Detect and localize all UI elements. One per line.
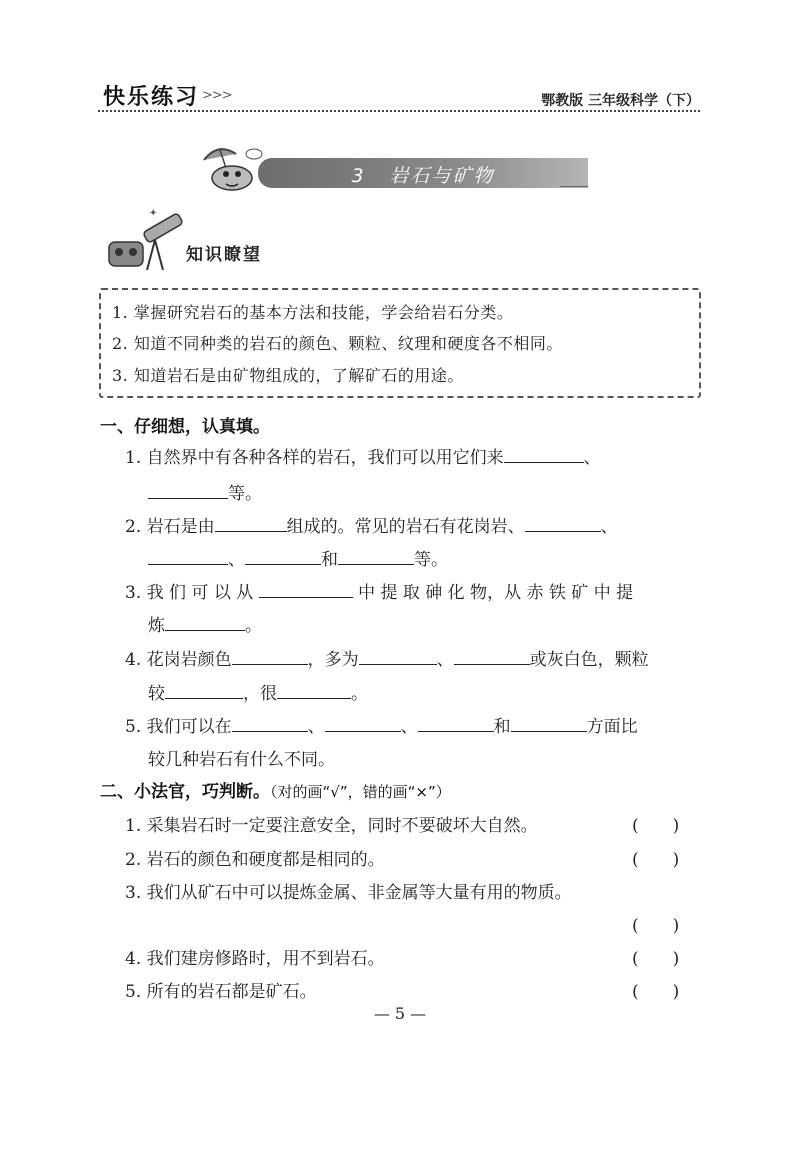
answer-blank[interactable] <box>215 513 287 532</box>
answer-blank[interactable] <box>232 646 308 665</box>
question-3-line2 <box>148 611 262 636</box>
answer-blank[interactable] <box>232 713 308 732</box>
question-text: 5. 我们可以在 <box>125 717 232 737</box>
answer-blank[interactable] <box>504 444 584 463</box>
judge-item-3: 3. 我们从矿石中可以提炼金属、非金属等大量有用的物质。 <box>125 883 572 903</box>
question-text: 和 <box>321 550 338 570</box>
question-text: 、 <box>600 517 618 537</box>
answer-blank[interactable] <box>277 680 351 699</box>
question-text: 。 <box>351 684 368 704</box>
question-text: 中 提 取 砷 化 物，从 赤 铁 矿 中 提 <box>358 583 634 603</box>
question-text: 方面比 <box>586 717 638 737</box>
judge-item-2: 2. 岩石的颜色和硬度都是相同的。 <box>125 850 385 870</box>
lesson-number: 3 <box>351 165 366 187</box>
question-text: 等。 <box>228 484 262 504</box>
question-4-line2 <box>148 679 368 704</box>
answer-parentheses[interactable]: ( ) <box>632 949 680 969</box>
question-text: ，很 <box>243 684 277 704</box>
question-text: ，多为 <box>307 650 359 670</box>
question-text: 。 <box>245 616 262 636</box>
answer-blank[interactable] <box>148 480 228 499</box>
answer-blank[interactable] <box>525 513 601 532</box>
question-text: 炼 <box>148 616 165 636</box>
answer-blank[interactable] <box>454 646 530 665</box>
knowledge-item: 2. 知道不同种类的岩石的颜色、颗粒、纹理和硬度各不相同。 <box>112 334 563 353</box>
question-text: 、 <box>400 717 418 737</box>
judge-item-4: 4. 我们建房修路时，用不到岩石。 <box>125 949 385 969</box>
question-1-line1 <box>125 443 601 468</box>
question-text: 等。 <box>414 550 448 570</box>
answer-parentheses[interactable]: ( ) <box>632 850 680 870</box>
question-text: 较几种岩石有什么不同。 <box>148 750 335 770</box>
question-text: 、 <box>228 550 245 570</box>
answer-blank[interactable] <box>165 612 245 631</box>
question-text: 1. 自然界中有各种各样的岩石，我们可以用它们来 <box>125 448 504 468</box>
section1-title: 一、仔细想，认真填。 <box>100 417 270 437</box>
question-2-line2 <box>148 545 448 570</box>
telescope-icon <box>103 206 193 276</box>
answer-blank[interactable] <box>325 713 401 732</box>
lesson-title <box>258 161 588 188</box>
question-text: 、 <box>583 448 601 468</box>
answer-parentheses[interactable]: ( ) <box>632 816 680 836</box>
question-4-line1 <box>125 645 649 670</box>
question-text: 和 <box>493 717 511 737</box>
question-1-line2 <box>148 479 262 504</box>
question-text: 4. 花岗岩颜色 <box>125 650 232 670</box>
section2-instruction: （对的画“√”，错的画“×”） <box>270 783 451 801</box>
answer-blank[interactable] <box>165 680 243 699</box>
mascot-umbrella-icon <box>196 138 266 194</box>
answer-blank[interactable] <box>245 546 321 565</box>
lesson-name: 岩石与矿物 <box>389 165 495 187</box>
answer-blank[interactable] <box>418 713 494 732</box>
question-text: 或灰白色，颗粒 <box>529 650 649 670</box>
answer-blank[interactable] <box>259 579 353 598</box>
series-title: 快乐练习 <box>103 85 200 110</box>
header-divider <box>98 110 700 112</box>
answer-blank[interactable] <box>338 546 414 565</box>
question-text: 组成的。常见的岩石有花岗岩、 <box>286 517 525 537</box>
question-5-line1 <box>125 712 638 737</box>
question-text: 、 <box>307 717 325 737</box>
answer-blank[interactable] <box>511 713 587 732</box>
question-5-line2 <box>148 745 335 770</box>
judge-item-1: 1. 采集岩石时一定要注意安全，同时不要破坏大自然。 <box>125 816 538 836</box>
question-text: 较 <box>148 684 165 704</box>
answer-parentheses[interactable]: ( ) <box>632 916 680 936</box>
answer-parentheses[interactable]: ( ) <box>632 982 680 1002</box>
section2-heading: 二、小法官，巧判断。 <box>100 782 270 802</box>
question-2-line1 <box>125 512 618 537</box>
edition-label: 鄂教版 三年级科学（下） <box>541 93 700 109</box>
knowledge-item: 1. 掌握研究岩石的基本方法和技能，学会给岩石分类。 <box>112 303 514 322</box>
question-text: 2. 岩石是由 <box>125 517 215 537</box>
page-number: — 5 — <box>373 1004 427 1023</box>
knowledge-item: 3. 知道岩石是由矿物组成的，了解矿石的用途。 <box>112 366 464 385</box>
answer-blank[interactable] <box>359 646 437 665</box>
question-3-line1 <box>125 578 633 603</box>
knowledge-title: 知识瞭望 <box>186 245 262 265</box>
question-text: 、 <box>436 650 454 670</box>
answer-blank[interactable] <box>148 546 228 565</box>
judge-item-5: 5. 所有的岩石都是矿石。 <box>125 982 317 1002</box>
section2-title <box>100 777 451 802</box>
chevron-arrows-icon: >>> <box>202 88 232 103</box>
svg-text:✦: ✦ <box>149 208 158 219</box>
question-text: 3. 我 们 可 以 从 <box>125 583 254 603</box>
